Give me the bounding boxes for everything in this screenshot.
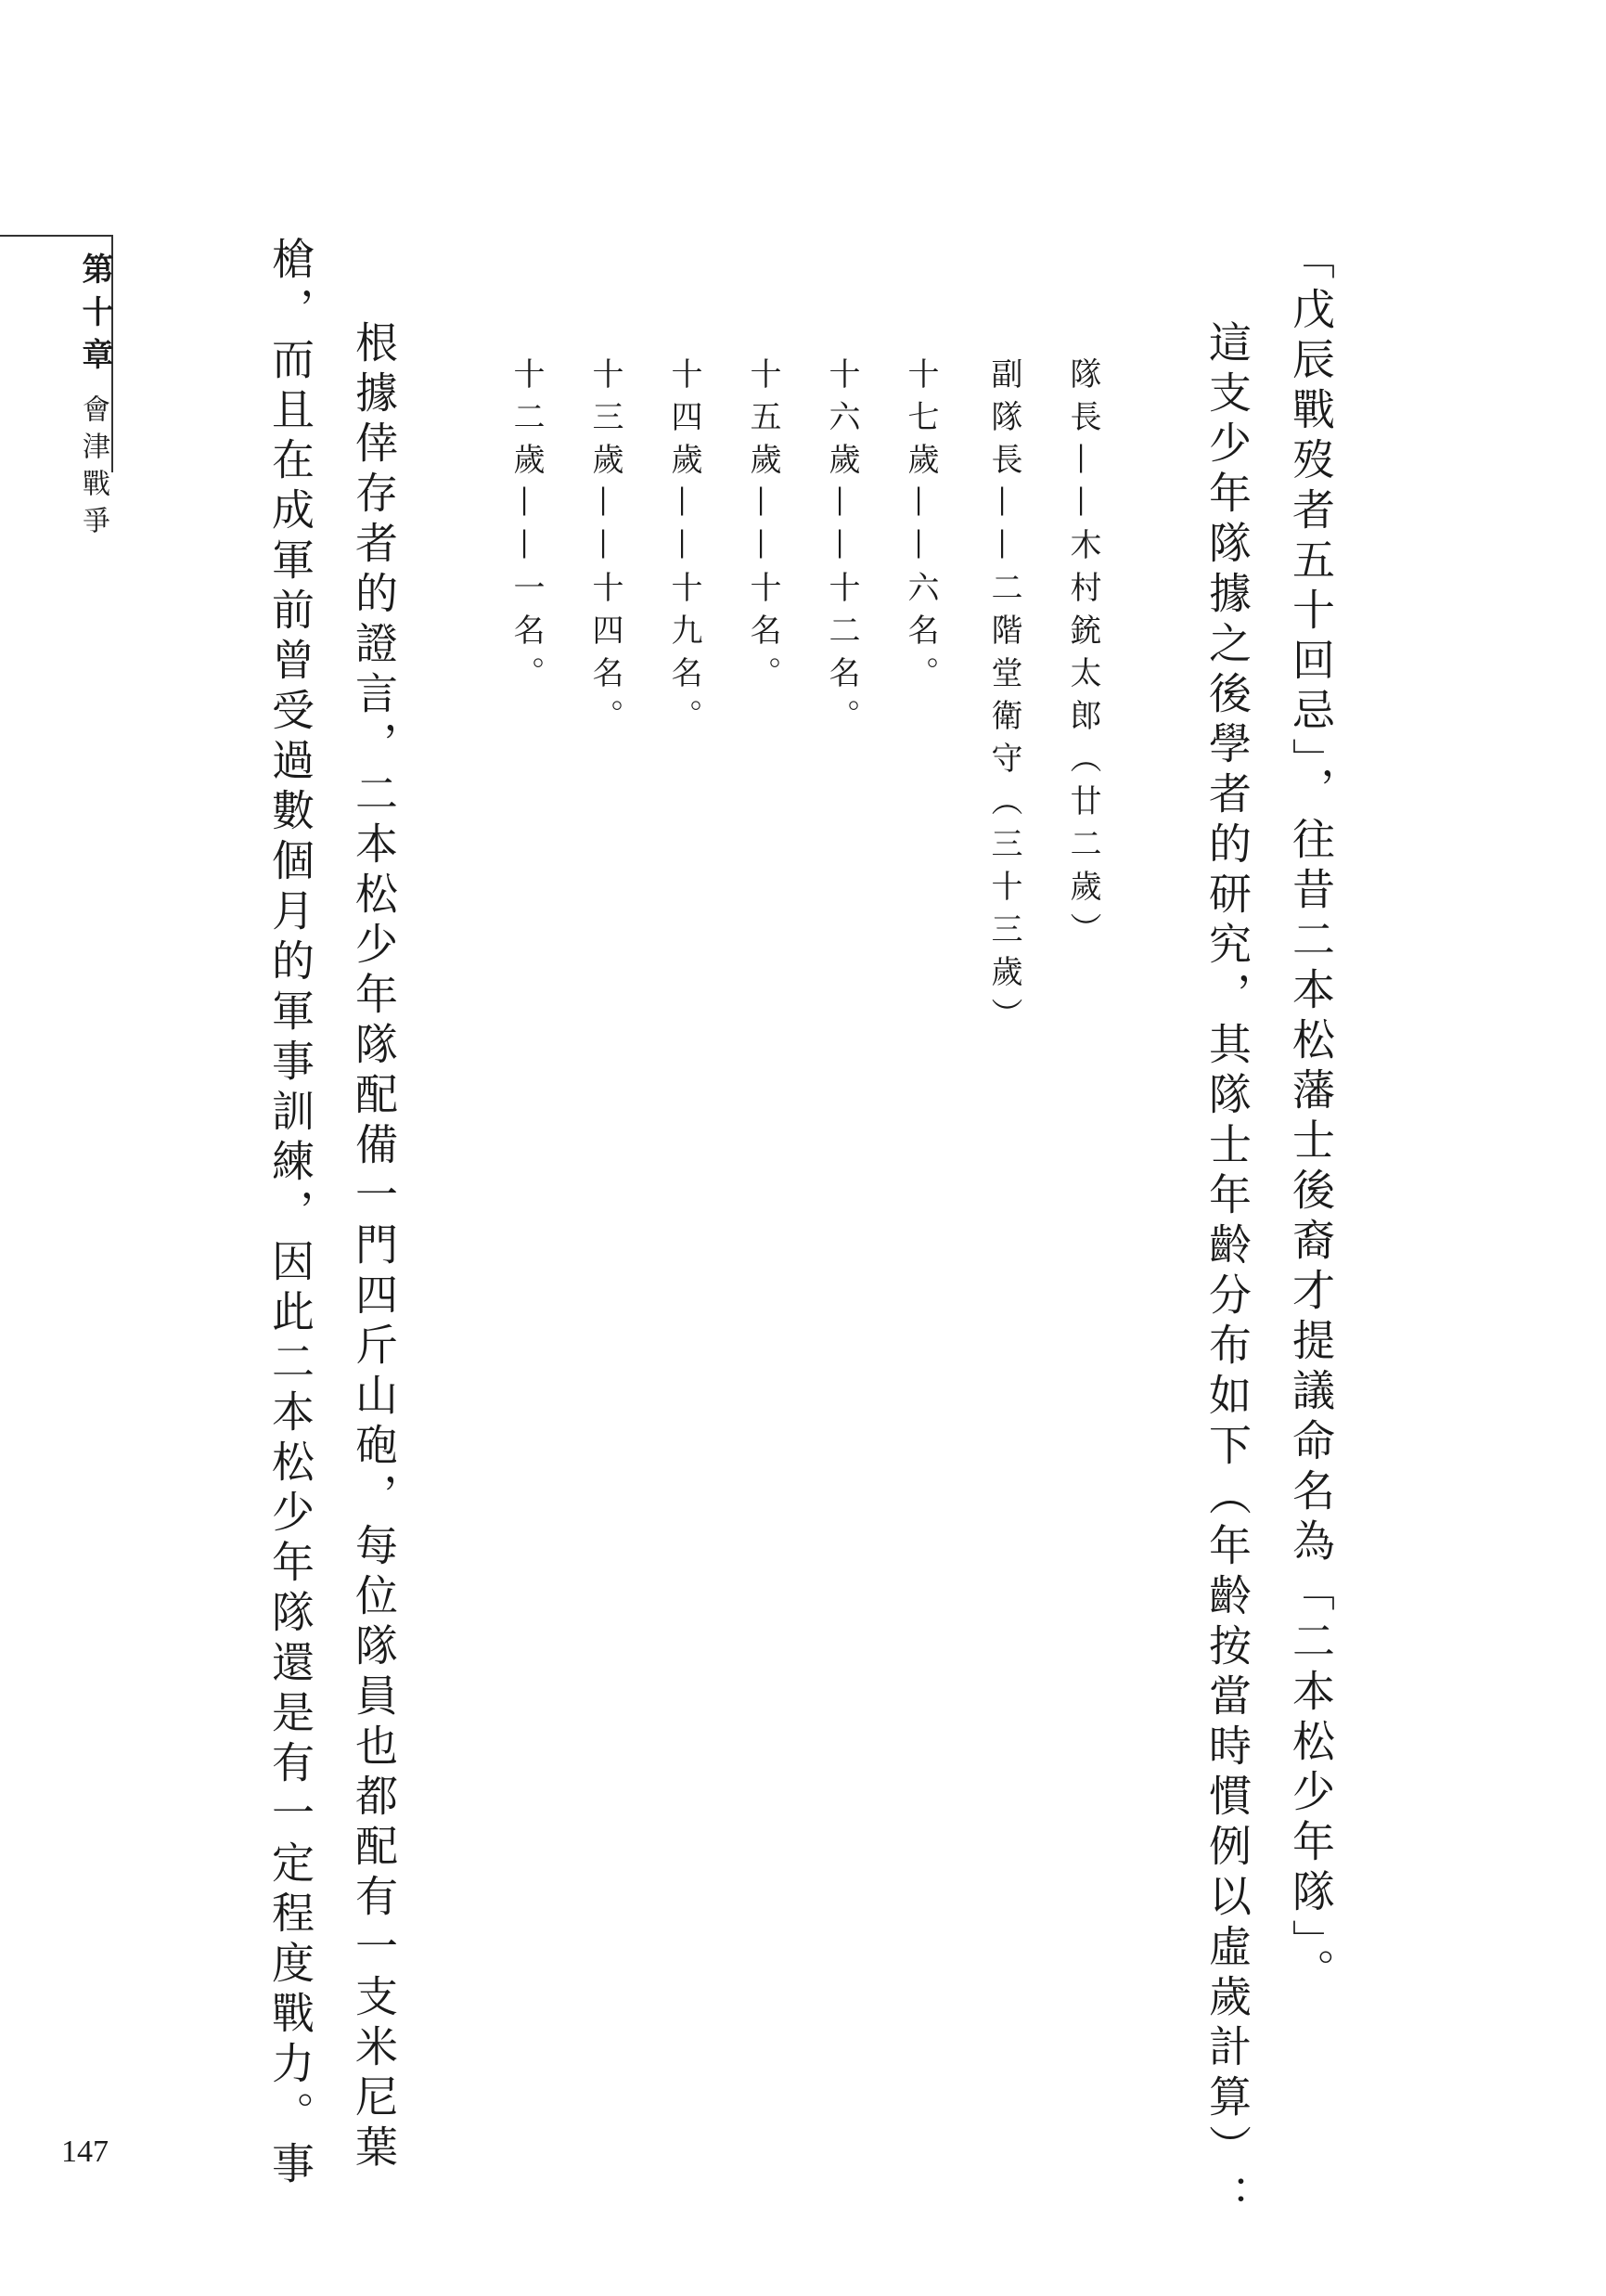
roster-item: 十五歲——十名。 (744, 357, 781, 699)
page-number: 147 (61, 2135, 109, 2169)
paragraph-2-line-1: 根據倖存者的證言，二本松少年隊配備一門四斤山砲，每位隊員也都配有一支米尼葉 (349, 320, 399, 2174)
roster-item: 十二歲——一名。 (507, 357, 545, 699)
chapter-label: 第十章 (76, 252, 113, 381)
paragraph-1-line-2: 這支少年隊據之後學者的研究，其隊士年齡分布如下（年齡按當時慣例以虛歲計算）： (1202, 320, 1253, 2225)
header-rule (0, 235, 113, 237)
roster-item: 十六歲——十二名。 (823, 357, 860, 742)
paragraph-2-line-2: 槍，而且在成軍前曾受過數個月的軍事訓練，因此二本松少年隊還是有一定程度戰力。事 (265, 237, 315, 2191)
roster-item: 十三歲——十四名。 (586, 357, 623, 742)
roster-item: 副隊長——二階堂衛守（三十三歲） (985, 357, 1022, 1040)
roster-item: 隊長——木村銃太郎（廿二歲） (1064, 357, 1101, 955)
roster-item: 十四歲——十九名。 (665, 357, 702, 742)
paragraph-1-line-1: 「戊辰戰歿者五十回忌」，往昔二本松藩士後裔才提議命名為「二本松少年隊」。 (1286, 237, 1336, 1998)
chapter-title: 會津戰爭 (77, 394, 109, 543)
roster-item: 十七歲——六名。 (902, 357, 939, 699)
